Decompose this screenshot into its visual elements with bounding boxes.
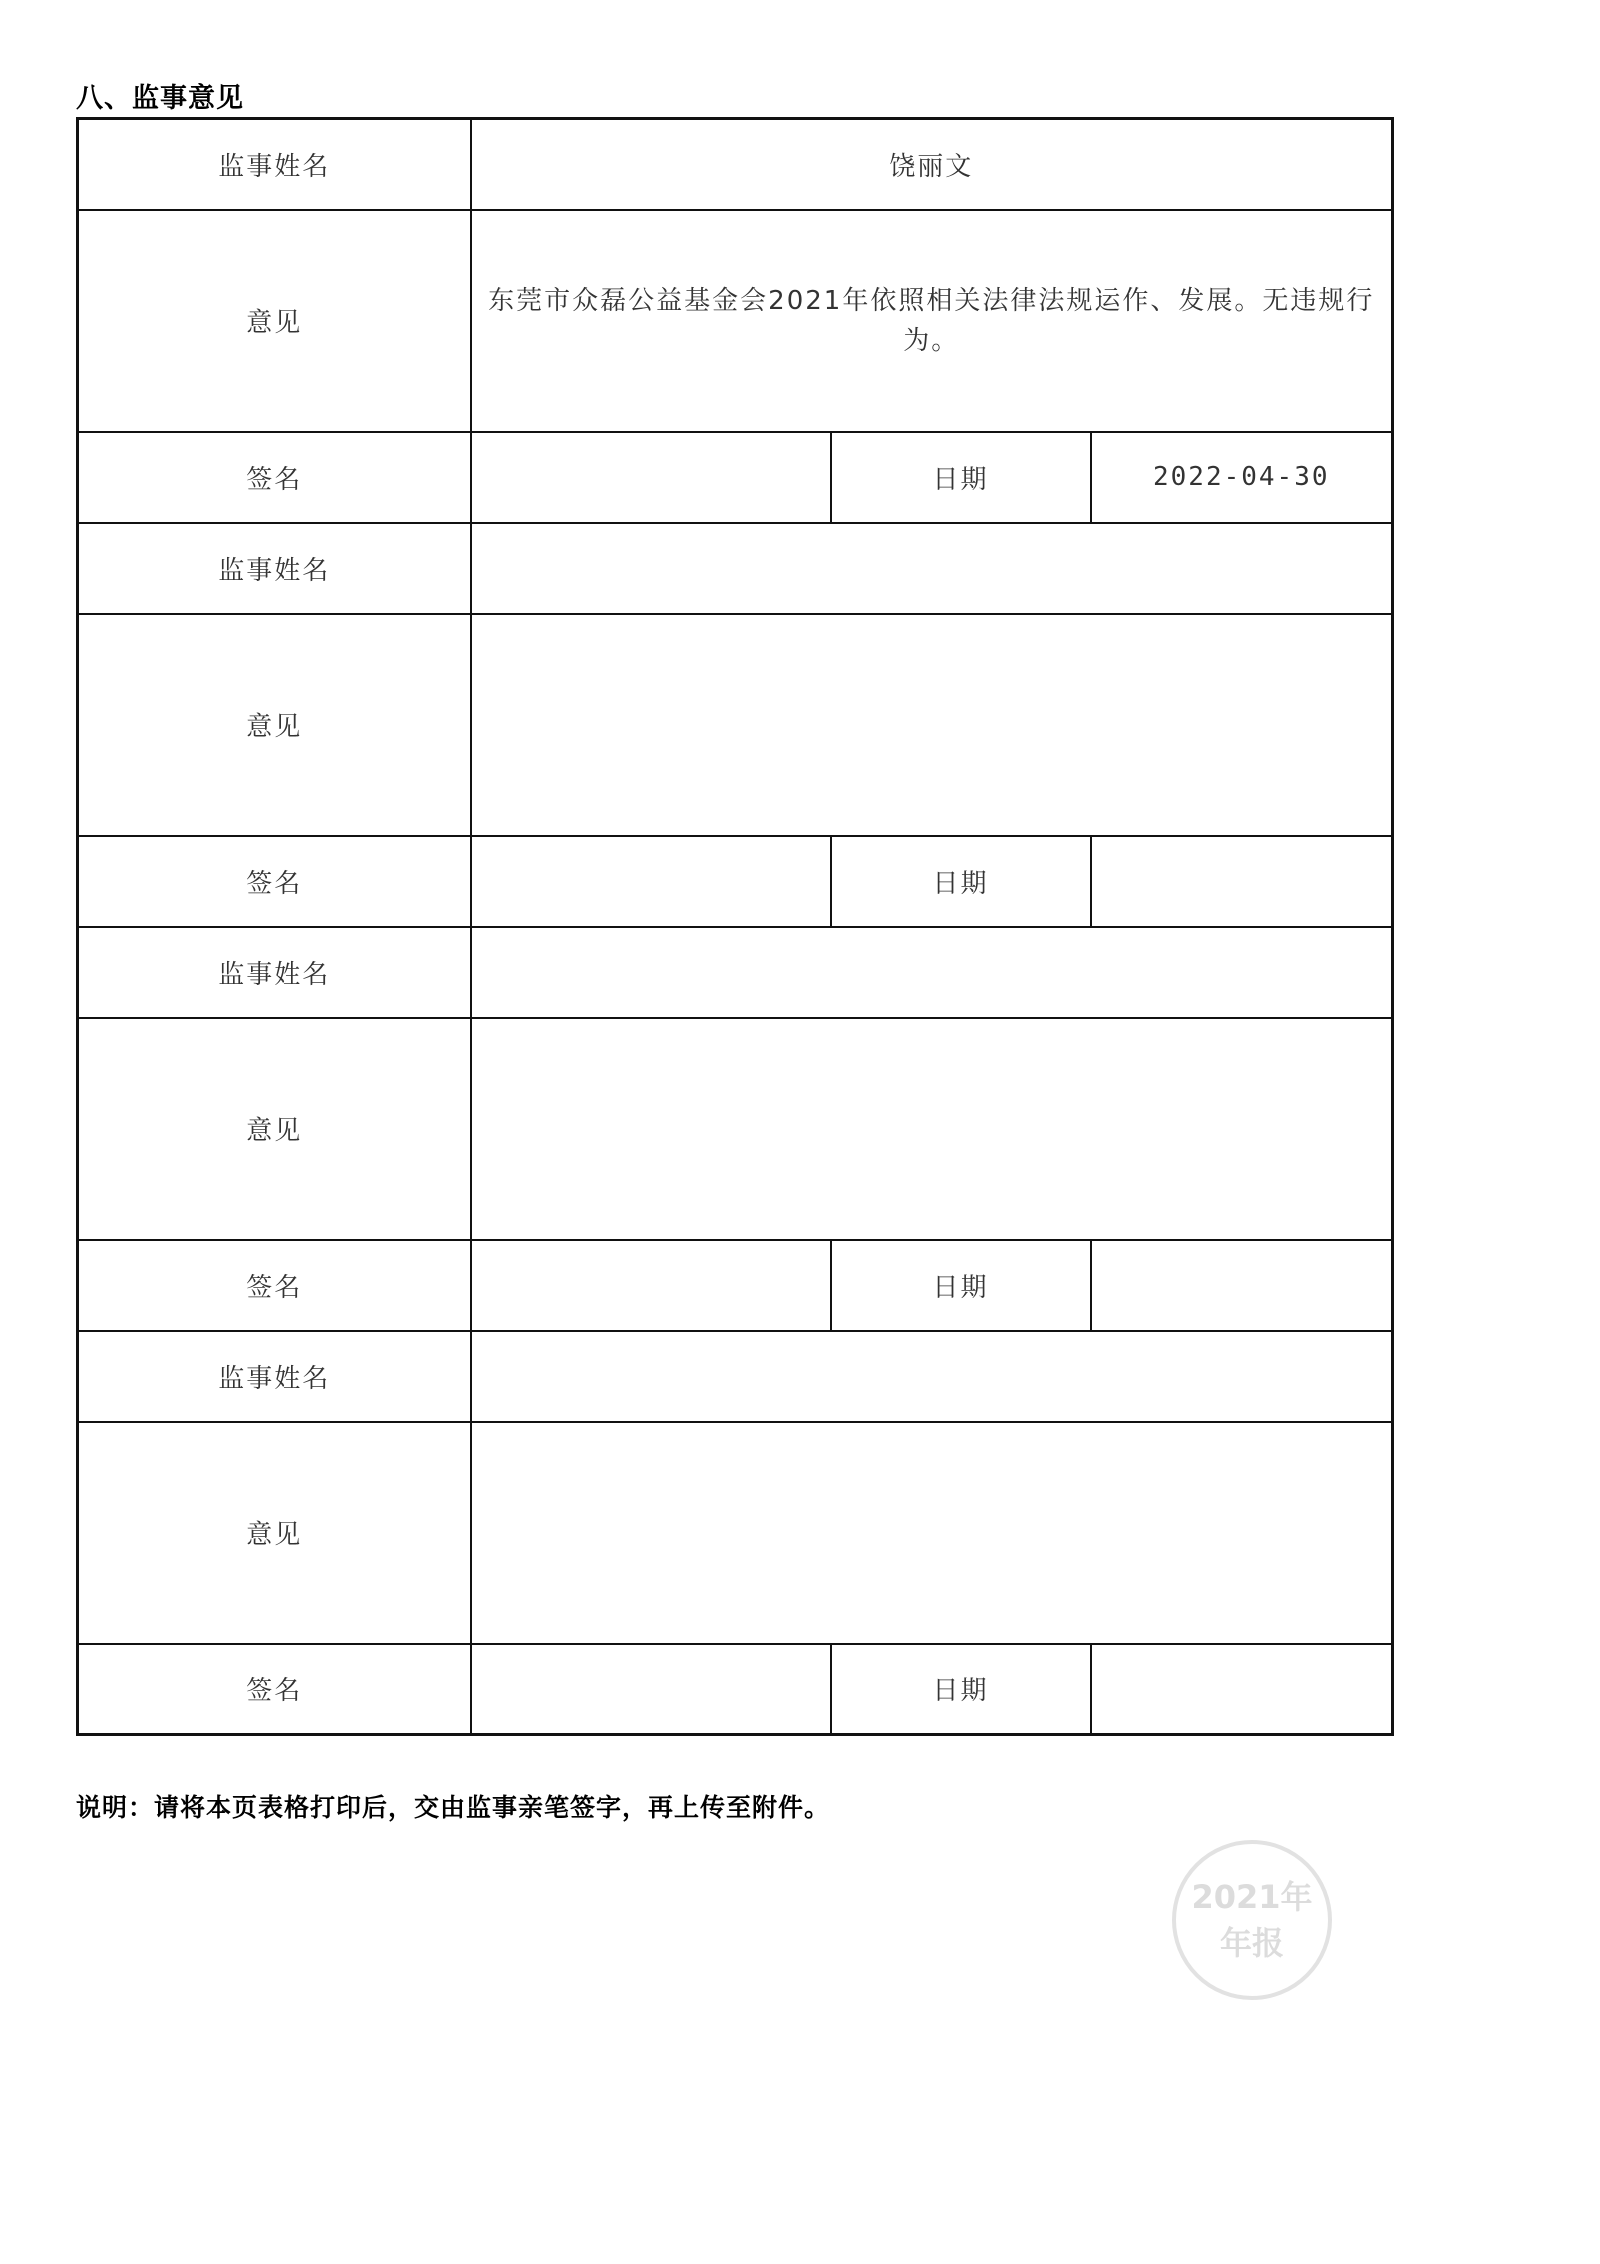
opinion-label: 意见 (78, 1018, 471, 1240)
opinion-row (78, 1018, 1393, 1240)
signature-row (78, 432, 1393, 523)
signature-row (78, 836, 1393, 927)
signature-value (471, 1240, 831, 1331)
supervisor-name-value (471, 523, 1393, 614)
signature-value (471, 1644, 831, 1735)
section-title: 八、监事意见 (76, 83, 244, 114)
stamp-line-2: 年报 (1219, 1924, 1284, 1962)
signature-value (471, 432, 831, 523)
supervisor-name-label: 监事姓名 (78, 523, 471, 614)
supervisor-name-label: 监事姓名 (78, 119, 471, 210)
opinion-label: 意见 (78, 210, 471, 432)
annual-report-stamp (1172, 1840, 1332, 2000)
opinion-value: 东莞市众磊公益基金会2021年依照相关法律法规运作、发展。无违规行为。 (471, 210, 1393, 432)
supervisor-name-row (78, 119, 1393, 210)
opinion-row (78, 614, 1393, 836)
opinion-row (78, 210, 1393, 432)
supervisor-name-row (78, 1331, 1393, 1422)
supervisor-name-value (471, 1331, 1393, 1422)
opinion-label: 意见 (78, 1422, 471, 1644)
date-label: 日期 (831, 1240, 1091, 1331)
supervisor-name-label: 监事姓名 (78, 1331, 471, 1422)
signature-label: 签名 (78, 1240, 471, 1331)
supervisor-opinion-table (76, 117, 1394, 1736)
signature-row (78, 1240, 1393, 1331)
date-label: 日期 (831, 1644, 1091, 1735)
signature-value (471, 836, 831, 927)
supervisor-name-value (471, 927, 1393, 1018)
signature-label: 签名 (78, 432, 471, 523)
date-value (1091, 1644, 1393, 1735)
signature-row (78, 1644, 1393, 1735)
date-value (1091, 836, 1393, 927)
supervisor-name-value: 饶丽文 (471, 119, 1393, 210)
signature-label: 签名 (78, 836, 471, 927)
opinion-value (471, 1422, 1393, 1644)
date-value (1091, 1240, 1393, 1331)
opinion-label: 意见 (78, 614, 471, 836)
opinion-row (78, 1422, 1393, 1644)
opinion-value (471, 1018, 1393, 1240)
signature-label: 签名 (78, 1644, 471, 1735)
date-label: 日期 (831, 836, 1091, 927)
opinion-value (471, 614, 1393, 836)
supervisor-name-label: 监事姓名 (78, 927, 471, 1018)
supervisor-name-row (78, 523, 1393, 614)
date-label: 日期 (831, 432, 1091, 523)
footer-note: 说明：请将本页表格打印后，交由监事亲笔签字，再上传至附件。 (76, 1793, 831, 1822)
supervisor-name-row (78, 927, 1393, 1018)
stamp-line-1: 2021年 (1191, 1878, 1313, 1916)
date-value: 2022-04-30 (1091, 432, 1393, 523)
